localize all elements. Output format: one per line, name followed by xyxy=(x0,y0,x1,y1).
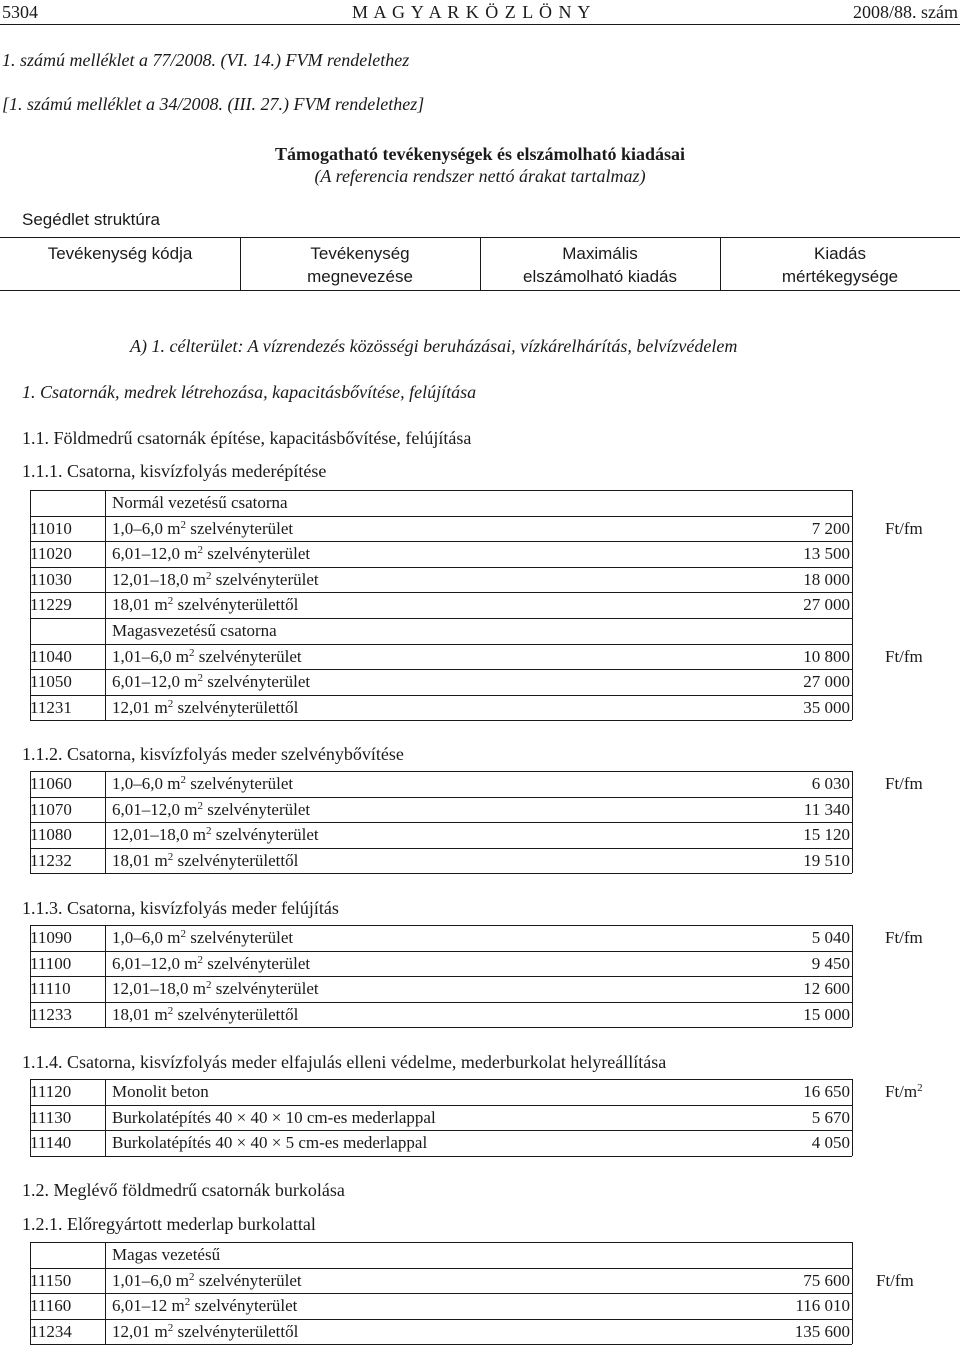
max-eligible-cost: 27 000 xyxy=(803,595,850,615)
max-eligible-cost: 15 120 xyxy=(803,825,850,845)
activity-code: 11120 xyxy=(30,1082,72,1101)
table-row xyxy=(0,567,960,592)
activity-name: 1,0–6,0 $m^2$ szelvényterület xyxy=(112,518,294,538)
column-rule xyxy=(30,490,31,720)
activity-code: 11030 xyxy=(30,569,72,589)
row-rule xyxy=(30,925,852,926)
column-header-unit: Kiadás mértékegysége xyxy=(781,244,899,286)
max-eligible-cost: 6 030 xyxy=(811,774,850,793)
activity-name: 12,01–18,0 $m^2$ szelvényterület xyxy=(112,569,319,589)
section-heading: 1.2. Meglévő földmedrű csatornák burkolása xyxy=(22,1180,345,1200)
table-row xyxy=(0,822,960,847)
section-heading: 1. Csatornák, medrek létrehozása, kapacitásbővítése, felújítása xyxy=(22,382,477,402)
table-row xyxy=(0,951,960,976)
section-heading: 1.1.1. Csatorna, kisvízfolyás mederépítése xyxy=(22,461,327,481)
row-rule xyxy=(30,1156,852,1157)
column-rule xyxy=(30,1079,31,1156)
table-row xyxy=(0,1105,960,1130)
cost-unit: Ft/fm xyxy=(885,928,923,947)
max-eligible-cost: 15 000 xyxy=(803,1004,850,1024)
column-rule xyxy=(852,771,853,873)
journal-title: M A G Y A R K Ö Z L Ö N Y xyxy=(352,2,592,22)
table-row xyxy=(0,516,960,541)
max-eligible-cost: 75 600 xyxy=(803,1270,850,1290)
max-eligible-cost: 18 000 xyxy=(803,569,850,589)
activity-name: 6,01–12,0 $m^2$ szelvényterület xyxy=(112,953,311,973)
max-eligible-cost: 116 010 xyxy=(795,1296,850,1316)
column-rule xyxy=(105,490,106,720)
structure-label: Segédlet struktúra xyxy=(22,210,160,229)
document-title: Támogatható tevékenységek és elszámolható kiadásai xyxy=(275,144,685,164)
activity-code: 11090 xyxy=(30,928,72,947)
activity-name: 1,01–6,0 $m^2$ szelvényterület xyxy=(112,646,302,666)
activity-name: 18,01 $m^2$ szelvényterülettől xyxy=(112,595,299,615)
activity-code: 11150 xyxy=(30,1270,72,1290)
column-header-code: Tevékenység kódja xyxy=(47,244,193,263)
row-rule xyxy=(30,490,852,491)
section-heading: 1.1.3. Csatorna, kisvízfolyás meder felújítás xyxy=(22,898,339,918)
row-rule xyxy=(30,1242,852,1243)
cost-unit: Ft/fm xyxy=(885,646,923,666)
max-eligible-cost: 12 600 xyxy=(803,979,850,999)
annex-line-2: [1. számú melléklet a 34/2008. (III. 27.) FVM rendelethez] xyxy=(2,94,425,114)
table-row xyxy=(0,669,960,694)
activity-code: 11100 xyxy=(30,953,72,973)
column-rule xyxy=(30,925,31,1027)
cost-unit: Ft/fm xyxy=(876,1270,914,1290)
max-eligible-cost: 5 670 xyxy=(811,1107,850,1127)
activity-code: 11080 xyxy=(30,825,72,845)
activity-name: Monolit beton xyxy=(112,1082,209,1101)
activity-code: 11050 xyxy=(30,672,72,692)
column-rule xyxy=(852,1079,853,1156)
table-row xyxy=(0,925,960,950)
table-row xyxy=(0,1002,960,1027)
table-row xyxy=(0,848,960,873)
max-eligible-cost: 135 600 xyxy=(794,1321,850,1341)
cost-unit: $Ft/m^2$ xyxy=(885,1082,923,1101)
activity-name: 18,01 $m^2$ szelvényterülettől xyxy=(112,1004,299,1024)
activity-code: 11229 xyxy=(30,595,72,615)
table-row xyxy=(0,644,960,669)
activity-name: 6,01–12,0 $m^2$ szelvényterület xyxy=(112,544,311,564)
section-heading: 1.1.2. Csatorna, kisvízfolyás meder szelvénybővítése xyxy=(22,744,404,764)
table-row xyxy=(0,1268,960,1293)
cost-unit: Ft/fm xyxy=(885,518,923,538)
table-row xyxy=(0,976,960,1001)
activity-name: 6,01–12,0 $m^2$ szelvényterület xyxy=(112,672,311,692)
table-row xyxy=(0,541,960,566)
activity-name: 12,01–18,0 $m^2$ szelvényterület xyxy=(112,825,319,845)
activity-code: 11160 xyxy=(30,1296,72,1316)
activity-code: 11140 xyxy=(30,1133,72,1153)
max-eligible-cost: 16 650 xyxy=(803,1082,850,1101)
section-heading: 1.1. Földmedrű csatornák építése, kapacitásbővítése, felújítása xyxy=(22,428,472,448)
max-eligible-cost: 9 450 xyxy=(811,953,850,973)
row-rule xyxy=(30,720,852,721)
activity-name: 12,01–18,0 $m^2$ szelvényterület xyxy=(112,979,319,999)
activity-name: 18,01 $m^2$ szelvényterülettől xyxy=(112,850,299,870)
max-eligible-cost: 5 040 xyxy=(811,928,850,947)
activity-name: 1,0–6,0 $m^2$ szelvényterület xyxy=(112,928,294,947)
max-eligible-cost: 4 050 xyxy=(811,1133,850,1153)
column-rule xyxy=(30,1242,31,1344)
table-row xyxy=(0,1293,960,1318)
activity-name: 1,0–6,0 $m^2$ szelvényterület xyxy=(112,774,294,793)
activity-code: 11040 xyxy=(30,646,72,666)
column-rule xyxy=(852,490,853,720)
activity-code: 11020 xyxy=(30,544,72,564)
activity-name: 1,01–6,0 $m^2$ szelvényterület xyxy=(112,1270,302,1290)
group-label-row xyxy=(0,1242,960,1267)
activity-code: 11060 xyxy=(30,774,72,793)
row-rule xyxy=(30,873,852,874)
activity-code: 11010 xyxy=(30,518,72,538)
cost-unit: Ft/fm xyxy=(885,774,923,793)
group-label: Normál vezetésű csatorna xyxy=(112,493,288,512)
row-rule xyxy=(30,1079,852,1080)
activity-name: 6,01–12 $m^2$ szelvényterület xyxy=(112,1296,298,1316)
section-heading: 1.2.1. Előregyártott mederlap burkolattal xyxy=(22,1214,316,1234)
row-rule xyxy=(30,1027,852,1028)
structure-bottom-rule xyxy=(0,290,960,291)
row-rule xyxy=(30,771,852,772)
activity-name: Burkolatépítés 40 × 40 × 10 cm-es mederlappal xyxy=(112,1107,436,1127)
column-header-name: Tevékenység megnevezése xyxy=(307,244,413,286)
column-header-max-cost: Maximális elszámolható kiadás xyxy=(522,244,678,286)
column-rule xyxy=(852,925,853,1027)
page-number: 5304 xyxy=(2,2,38,22)
document-subtitle: (A referencia rendszer nettó árakat tartalmaz) xyxy=(314,166,646,186)
max-eligible-cost: 19 510 xyxy=(803,850,850,870)
table-row xyxy=(0,797,960,822)
column-rule xyxy=(852,1242,853,1344)
target-area-heading: A) 1. célterület: A vízrendezés közösségi beruházásai, vízkárelhárítás, belvízvédelem xyxy=(130,336,738,356)
max-eligible-cost: 10 800 xyxy=(803,646,850,666)
section-heading: 1.1.4. Csatorna, kisvízfolyás meder elfajulás elleni védelme, mederburkolat helyreállítása xyxy=(22,1052,667,1072)
column-rule xyxy=(105,925,106,1027)
header-rule xyxy=(0,24,960,25)
group-label: Magas vezetésű xyxy=(112,1245,221,1264)
activity-code: 11130 xyxy=(30,1107,72,1127)
annex-line-1: 1. számú melléklet a 77/2008. (VI. 14.) FVM rendelethez xyxy=(2,50,410,70)
activity-name: 12,01 $m^2$ szelvényterülettől xyxy=(112,697,299,717)
table-row xyxy=(0,1319,960,1344)
group-label-row xyxy=(0,490,960,515)
column-rule xyxy=(105,771,106,873)
activity-code: 11234 xyxy=(30,1321,72,1341)
activity-code: 11110 xyxy=(30,979,71,999)
activity-name: 12,01 $m^2$ szelvényterülettől xyxy=(112,1321,299,1341)
max-eligible-cost: 35 000 xyxy=(803,697,850,717)
activity-code: 11231 xyxy=(30,697,72,717)
max-eligible-cost: 13 500 xyxy=(803,544,850,564)
issue-number: 2008/88. szám xyxy=(853,2,958,22)
group-label-row xyxy=(0,618,960,643)
column-rule xyxy=(30,771,31,873)
column-rule xyxy=(105,1242,106,1344)
table-row xyxy=(0,1130,960,1155)
max-eligible-cost: 27 000 xyxy=(803,672,850,692)
activity-name: Burkolatépítés 40 × 40 × 5 cm-es mederlappal xyxy=(112,1133,428,1153)
activity-code: 11232 xyxy=(30,850,72,870)
activity-code: 11233 xyxy=(30,1004,72,1024)
column-rule xyxy=(105,1079,106,1156)
table-row xyxy=(0,695,960,720)
activity-name: 6,01–12,0 $m^2$ szelvényterület xyxy=(112,799,311,819)
table-row xyxy=(0,1079,960,1104)
activity-code: 11070 xyxy=(30,799,72,819)
table-row xyxy=(0,592,960,617)
group-label: Magasvezetésű csatorna xyxy=(112,621,277,640)
max-eligible-cost: 11 340 xyxy=(803,799,850,819)
max-eligible-cost: 7 200 xyxy=(811,518,850,538)
table-row xyxy=(0,771,960,796)
